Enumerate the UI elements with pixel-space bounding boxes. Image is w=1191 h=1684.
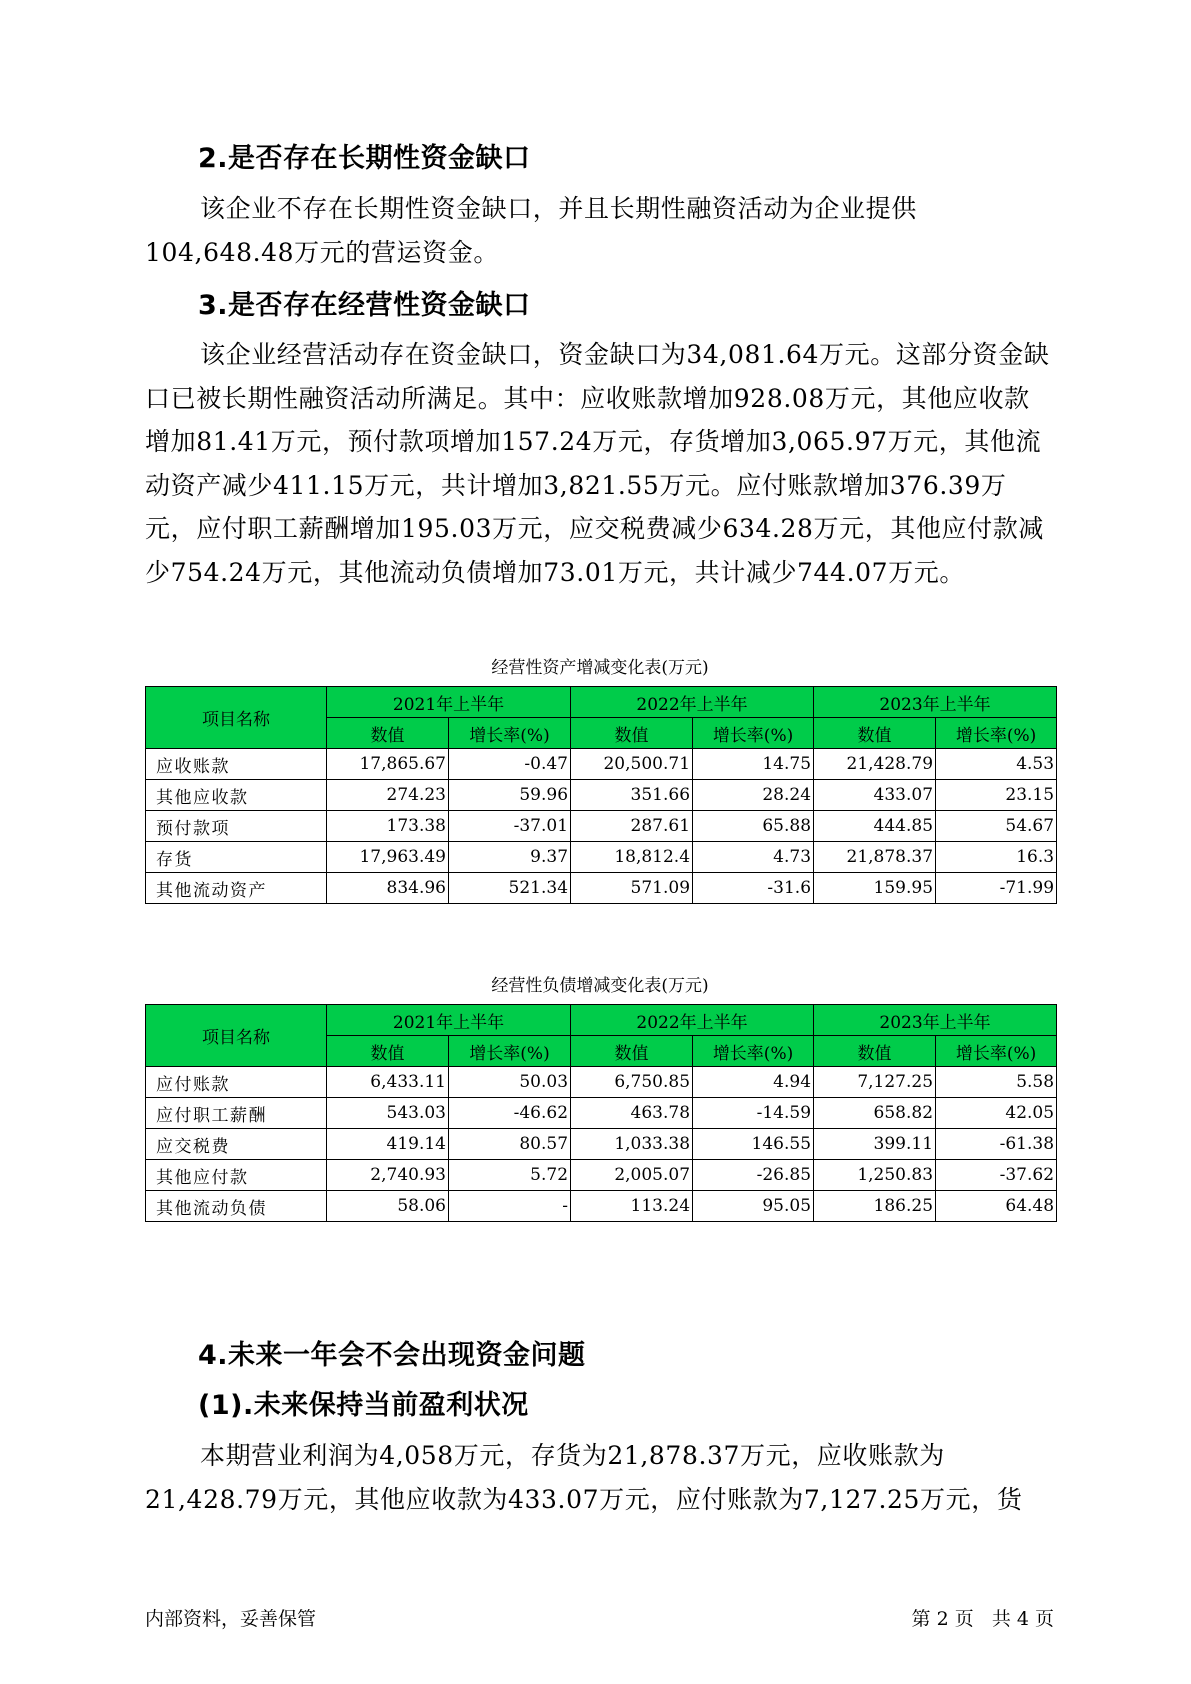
period-header: 2022年上半年 (571, 1005, 814, 1036)
value-header: 数值 (814, 718, 936, 749)
cell: 58.06 (327, 1191, 449, 1222)
period-header: 2022年上半年 (571, 687, 814, 718)
table-row (146, 749, 1057, 780)
row-name: 应付职工薪酬 (146, 1098, 327, 1129)
cell: 5.58 (936, 1067, 1057, 1098)
cell: 28.24 (693, 780, 814, 811)
cell: 4.94 (693, 1067, 814, 1098)
liabilities-table (145, 1004, 1057, 1222)
footer-confidential-note: 内部资料，妥善保管 (145, 1608, 317, 1630)
cell: -0.47 (449, 749, 571, 780)
growth-header: 增长率(%) (693, 718, 814, 749)
section-3-heading: 3.是否存在经营性资金缺口 (198, 290, 531, 321)
cell: 658.82 (814, 1098, 936, 1129)
cell: 21,878.37 (814, 842, 936, 873)
value-header: 数值 (327, 1036, 449, 1067)
cell: 6,750.85 (571, 1067, 693, 1098)
row-name: 应交税费 (146, 1129, 327, 1160)
cell: 65.88 (693, 811, 814, 842)
cell: 17,963.49 (327, 842, 449, 873)
cell: -26.85 (693, 1160, 814, 1191)
name-header: 项目名称 (146, 687, 327, 749)
section-2-paragraph (145, 187, 1055, 274)
assets-table-caption: 经营性资产增减变化表(万元) (491, 658, 709, 678)
cell: - (449, 1191, 571, 1222)
cell: 95.05 (693, 1191, 814, 1222)
cell: 18,812.4 (571, 842, 693, 873)
row-name: 其他流动负债 (146, 1191, 327, 1222)
cell: -31.6 (693, 873, 814, 904)
table-row (146, 1067, 1057, 1098)
cell: 173.38 (327, 811, 449, 842)
cell: 7,127.25 (814, 1067, 936, 1098)
cell: 42.05 (936, 1098, 1057, 1129)
assets-table (145, 686, 1057, 904)
footer-page-number: 第 2 页 共 4 页 (911, 1608, 1054, 1630)
section-4-heading: 4.未来一年会不会出现资金问题 (198, 1340, 586, 1371)
cell: 419.14 (327, 1129, 449, 1160)
cell: -61.38 (936, 1129, 1057, 1160)
cell: -46.62 (449, 1098, 571, 1129)
value-header: 数值 (571, 718, 693, 749)
value-header: 数值 (814, 1036, 936, 1067)
section-3-text: 该企业经营活动存在资金缺口，资金缺口为34,081.64万元。这部分资金缺口已被长期性融资活动所满足。其中：应收账款增加928.08万元，其他应收款增加81.41万元，预付款项增加157.24万元，存货增加3,065.97万元，其他流动资产减少411.15万元，共计增加3,821.55万元。应付账款增加376.39万元，应付职工薪酬增加195.03万元，应交税费减少634.28万元，其他应付款减少754.24万元，其他流动负债增加73.01万元，共计减少744.07万元。 (145, 340, 1050, 587)
cell: 287.61 (571, 811, 693, 842)
cell: -14.59 (693, 1098, 814, 1129)
section-2-text: 该企业不存在长期性资金缺口，并且长期性融资活动为企业提供104,648.48万元的营运资金。 (145, 194, 917, 267)
cell: 186.25 (814, 1191, 936, 1222)
growth-header: 增长率(%) (449, 1036, 571, 1067)
cell: 9.37 (449, 842, 571, 873)
growth-header: 增长率(%) (449, 718, 571, 749)
cell: 521.34 (449, 873, 571, 904)
row-name: 其他流动资产 (146, 873, 327, 904)
cell: -37.62 (936, 1160, 1057, 1191)
table-row (146, 842, 1057, 873)
row-name: 预付款项 (146, 811, 327, 842)
table-row (146, 1129, 1057, 1160)
cell: 54.67 (936, 811, 1057, 842)
cell: 59.96 (449, 780, 571, 811)
table-row (146, 780, 1057, 811)
cell: 17,865.67 (327, 749, 449, 780)
period-header: 2023年上半年 (814, 1005, 1057, 1036)
growth-header: 增长率(%) (936, 1036, 1057, 1067)
table-row (146, 811, 1057, 842)
table-row (146, 1191, 1057, 1222)
cell: 14.75 (693, 749, 814, 780)
value-header: 数值 (327, 718, 449, 749)
cell: 4.53 (936, 749, 1057, 780)
cell: 113.24 (571, 1191, 693, 1222)
cell: 1,250.83 (814, 1160, 936, 1191)
cell: 80.57 (449, 1129, 571, 1160)
section-2-heading: 2.是否存在长期性资金缺口 (198, 143, 531, 174)
cell: 834.96 (327, 873, 449, 904)
period-header: 2023年上半年 (814, 687, 1057, 718)
cell: 50.03 (449, 1067, 571, 1098)
row-name: 存货 (146, 842, 327, 873)
row-name: 应收账款 (146, 749, 327, 780)
name-header: 项目名称 (146, 1005, 327, 1067)
cell: 463.78 (571, 1098, 693, 1129)
period-header: 2021年上半年 (327, 1005, 571, 1036)
cell: 433.07 (814, 780, 936, 811)
value-header: 数值 (571, 1036, 693, 1067)
cell: 21,428.79 (814, 749, 936, 780)
cell: 6,433.11 (327, 1067, 449, 1098)
cell: 4.73 (693, 842, 814, 873)
cell: 543.03 (327, 1098, 449, 1129)
cell: 159.95 (814, 873, 936, 904)
cell: 571.09 (571, 873, 693, 904)
section-4-subheading: (1).未来保持当前盈利状况 (198, 1390, 529, 1421)
cell: 64.48 (936, 1191, 1057, 1222)
table-row (146, 1160, 1057, 1191)
cell: 2,005.07 (571, 1160, 693, 1191)
period-header: 2021年上半年 (327, 687, 571, 718)
cell: 23.15 (936, 780, 1057, 811)
cell: 146.55 (693, 1129, 814, 1160)
cell: 399.11 (814, 1129, 936, 1160)
growth-header: 增长率(%) (936, 718, 1057, 749)
row-name: 其他应付款 (146, 1160, 327, 1191)
row-name: 其他应收款 (146, 780, 327, 811)
table-row (146, 1098, 1057, 1129)
cell: 351.66 (571, 780, 693, 811)
table-row (146, 873, 1057, 904)
section-3-paragraph (145, 333, 1055, 594)
cell: 1,033.38 (571, 1129, 693, 1160)
cell: 20,500.71 (571, 749, 693, 780)
section-4-paragraph (145, 1434, 1055, 1521)
growth-header: 增长率(%) (693, 1036, 814, 1067)
cell: 2,740.93 (327, 1160, 449, 1191)
cell: 5.72 (449, 1160, 571, 1191)
cell: -71.99 (936, 873, 1057, 904)
cell: 444.85 (814, 811, 936, 842)
row-name: 应付账款 (146, 1067, 327, 1098)
liabilities-table-caption: 经营性负债增减变化表(万元) (491, 976, 709, 996)
cell: 274.23 (327, 780, 449, 811)
section-4-text: 本期营业利润为4,058万元，存货为21,878.37万元，应收账款为21,428.79万元，其他应收款为433.07万元，应付账款为7,127.25万元，货 (145, 1441, 1023, 1514)
cell: -37.01 (449, 811, 571, 842)
cell: 16.3 (936, 842, 1057, 873)
